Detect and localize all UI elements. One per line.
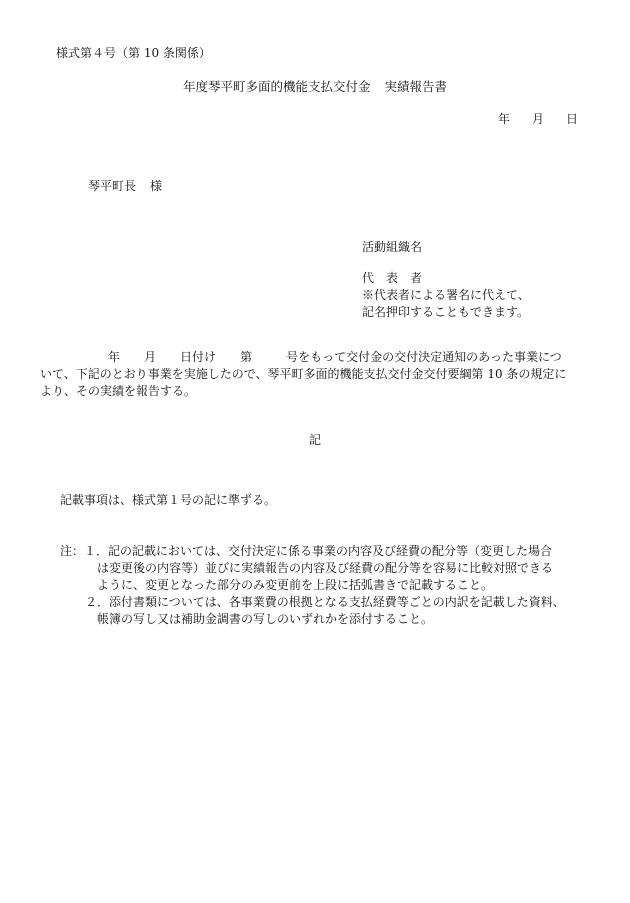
ki-heading: 記 [308,433,321,447]
addressee-name: 琴平町長 [88,179,137,193]
body-dai: 第 [240,350,253,364]
body-month: 月 [144,350,157,364]
document-title [0,81,630,94]
body-line1-rest: 号をもって交付金の交付決定通知のあった事業につ [286,350,562,364]
addressee [88,180,162,192]
date-month: 月 [531,112,544,126]
date-day: 日 [565,112,578,126]
note-2-label: ２． [85,595,110,609]
body-day: 日付け [180,350,217,364]
note-1-line-1 [60,543,580,560]
note-2-text-1: 添付書類については、各事業費の根拠となる支払経費等ごとの内訳を記載した資料、 [109,595,565,609]
notes [60,543,580,628]
body-year: 年 [108,350,121,364]
form-number: 様式第４号（第 10 条関係） [56,46,211,60]
body-line-1 [40,349,592,366]
title-suffix: 実績報告書 [384,79,448,94]
note-label: 注：１． [60,544,109,558]
representative-note-line1: ※代表者による署名に代えて、 [362,288,530,302]
note-1-line-2: は変更後の内容等）並びに実績報告の内容及び経費の配分等を容易に比較対照できる [97,561,554,575]
date-line [498,113,578,125]
date-year: 年 [497,112,510,126]
body-line-3: より、その実績を報告する。 [40,384,197,398]
rep-char-2: 表 [386,271,399,285]
note-2-line-1 [60,594,580,611]
rep-char-1: 代 [362,271,375,285]
representative-label [362,272,434,284]
items-text: 記載事項は、様式第１号の記に準ずる。 [60,493,277,507]
organization-name-label: 活動組織名 [362,240,423,254]
note-1-line-3: ように、変更となった部分のみ変更前を上段に括弧書きで記載すること。 [97,578,494,592]
representative-note-line2: 記名押印することもできます。 [362,305,530,319]
body-line-2: いて、下記のとおり事業を実施したので、琴平町多面的機能支払交付金交付要綱第 10 条の規定に [40,367,567,381]
addressee-honorific: 様 [150,179,163,193]
report-body [40,349,592,400]
title-main: 年度琴平町多面的機能支払交付金 [182,79,371,94]
rep-char-3: 者 [410,271,423,285]
note-1-text-1: 記の記載においては、交付決定に係る事業の内容及び経費の配分等（変更した場合 [108,544,553,558]
note-2-line-2: 帳簿の写し又は補助金調書の写しのいずれかを添付すること。 [97,612,434,626]
